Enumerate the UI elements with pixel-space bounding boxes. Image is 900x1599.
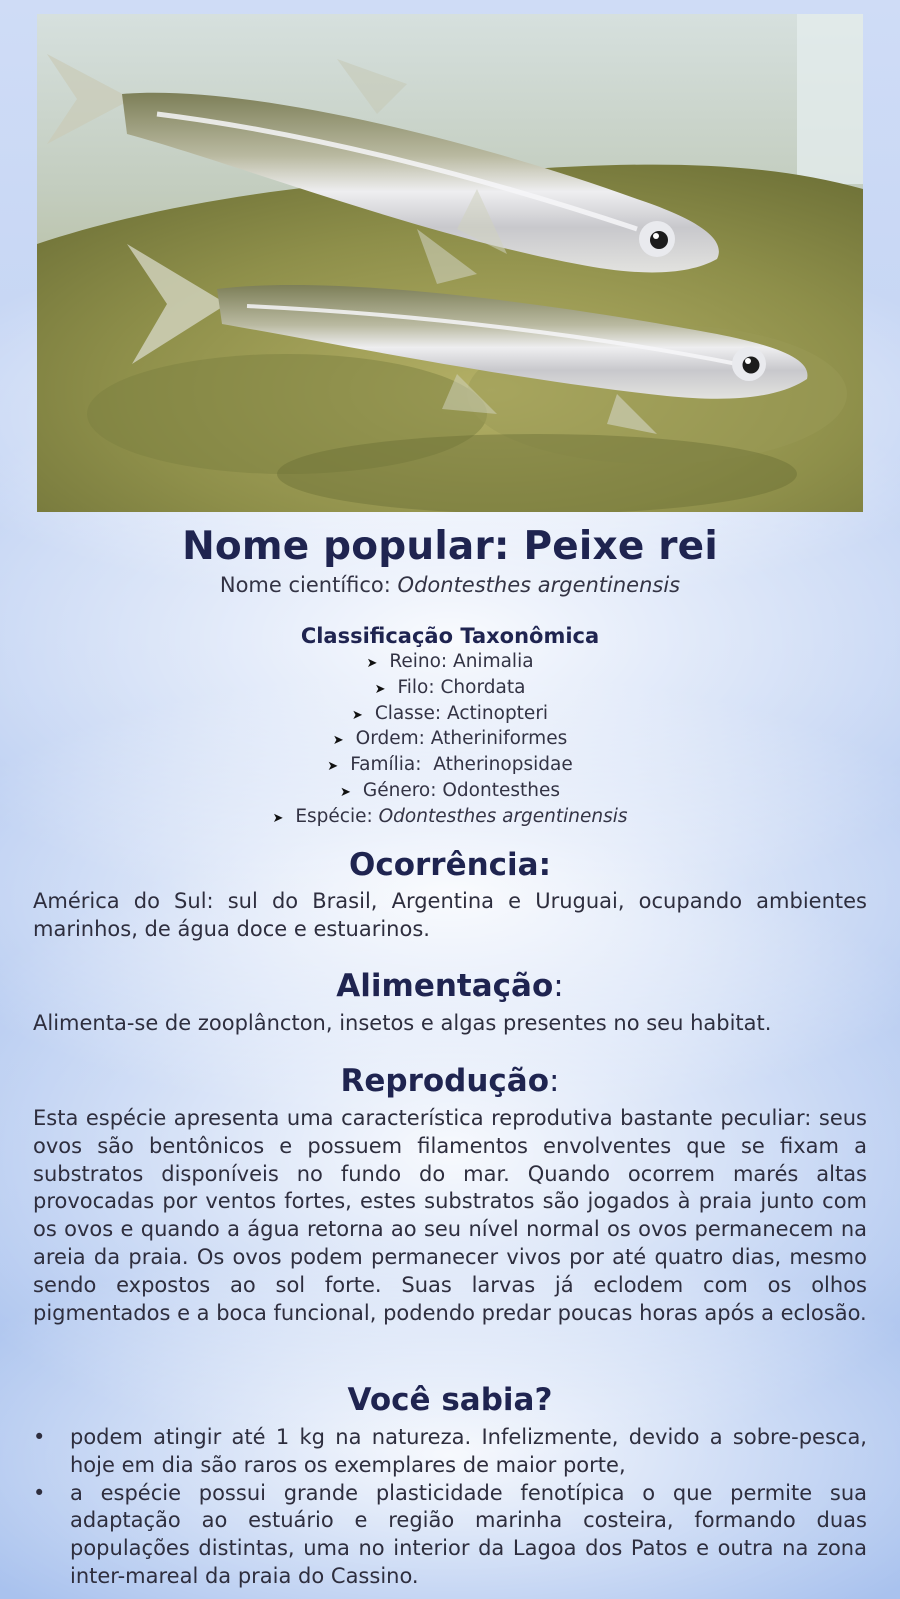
taxonomy-value: Odontesthes argentinensis — [378, 805, 628, 827]
taxonomy-value: Animalia — [453, 651, 534, 672]
reproduction-title-text: Reprodução — [340, 1063, 550, 1099]
fact-text: podem atingir até 1 kg na natureza. Infelizmente, devido a sobre-pesca, hoje em dia são raros os exemplares de maior porte, — [70, 1425, 867, 1477]
feeding-title-colon: : — [553, 968, 564, 1004]
taxonomy-item-especie — [0, 805, 900, 831]
arrow-bullet-icon: ➤ — [272, 810, 284, 826]
scientific-name-line — [0, 573, 900, 597]
taxonomy-item-familia — [0, 753, 900, 779]
occurrence-text: América do Sul: sul do Brasil, Argentina e Uruguai, ocupando ambientes marinhos, de água doce e estuarinos. — [33, 889, 867, 941]
reproduction-text: Esta espécie apresenta uma característica reprodutiva bastante peculiar: seus ovos são bentônicos e possuem filamentos envolventes que se fixam a substratos disponíveis no fundo do mar. Quando ocorrem marés altas provocadas por ventos fortes, estes substratos são jogados à praia junto com os ovos e quando a água retorna ao seu nível normal os ovos permanecem na areia da praia. Os ovos podem permanecer vivos por até quatro dias, mesmo sendo expostos ao sol forte. Suas larvas já eclodem com os olhos pigmentados e a boca funcional, podendo predar poucas horas após a eclosão. — [33, 1106, 867, 1325]
taxonomy-item-classe — [0, 702, 900, 728]
facts-list — [33, 1424, 867, 1591]
facts-title: Você sabia? — [347, 1382, 553, 1418]
taxonomy-item-genero — [0, 779, 900, 805]
taxonomy-value: Actinopteri — [447, 702, 549, 724]
arrow-bullet-icon: ➤ — [366, 656, 378, 671]
fish-illustration — [37, 14, 863, 512]
taxonomy-label: Família: — [350, 754, 434, 776]
fact-text: a espécie possui grande plasticidade fenotípica o que permite sua adaptação ao estuário e região marinha costeira, formando duas populações distintas, uma no interior da Lagoa dos Patos e outra na zona inter-mareal da praia do Cassino. — [70, 1480, 867, 1588]
fish-photo — [37, 14, 863, 512]
arrow-bullet-icon: ➤ — [374, 681, 386, 697]
arrow-bullet-icon: ➤ — [327, 759, 339, 775]
feeding-title — [0, 968, 900, 1004]
taxonomy-value: Chordata — [440, 676, 526, 698]
taxonomy-label: Espécie: — [295, 805, 379, 827]
arrow-bullet-icon: ➤ — [340, 784, 351, 800]
list-item — [33, 1480, 867, 1591]
arrow-bullet-icon: ➤ — [332, 733, 344, 749]
reproduction-title-colon: : — [549, 1063, 560, 1099]
page-title: Nome popular: Peixe rei — [182, 524, 718, 569]
bullet-dot-icon: • — [33, 1425, 46, 1449]
feeding-title-text: Alimentação — [336, 968, 554, 1004]
taxonomy-label: Género: — [362, 779, 443, 801]
taxonomy-value: Atherinopsidae — [433, 754, 573, 776]
taxonomy-label: Classe: — [374, 702, 447, 724]
scientific-name-label: Nome científico: — [219, 573, 398, 597]
taxonomy-value: Atheriniformes — [430, 728, 568, 750]
taxonomy-label: Reino: — [389, 651, 454, 672]
reproduction-title — [0, 1063, 900, 1099]
taxonomy-item-filo — [0, 676, 900, 702]
bullet-dot-icon: • — [33, 1480, 46, 1505]
list-item — [33, 1424, 867, 1480]
taxonomy-label: Filo: — [397, 676, 441, 698]
occurrence-title: Ocorrência: — [348, 847, 551, 883]
taxonomy-list — [0, 650, 900, 831]
feeding-text: Alimenta-se de zooplâncton, insetos e algas presentes no seu habitat. — [33, 1011, 772, 1035]
taxonomy-label: Ordem: — [355, 728, 431, 750]
arrow-bullet-icon: ➤ — [351, 707, 363, 723]
taxonomy-heading: Classificação Taxonômica — [300, 624, 600, 648]
scientific-name: Odontesthes argentinensis — [397, 573, 681, 597]
taxonomy-item-reino — [0, 650, 900, 676]
taxonomy-item-ordem — [0, 727, 900, 753]
taxonomy-value: Odontesthes — [442, 779, 560, 801]
